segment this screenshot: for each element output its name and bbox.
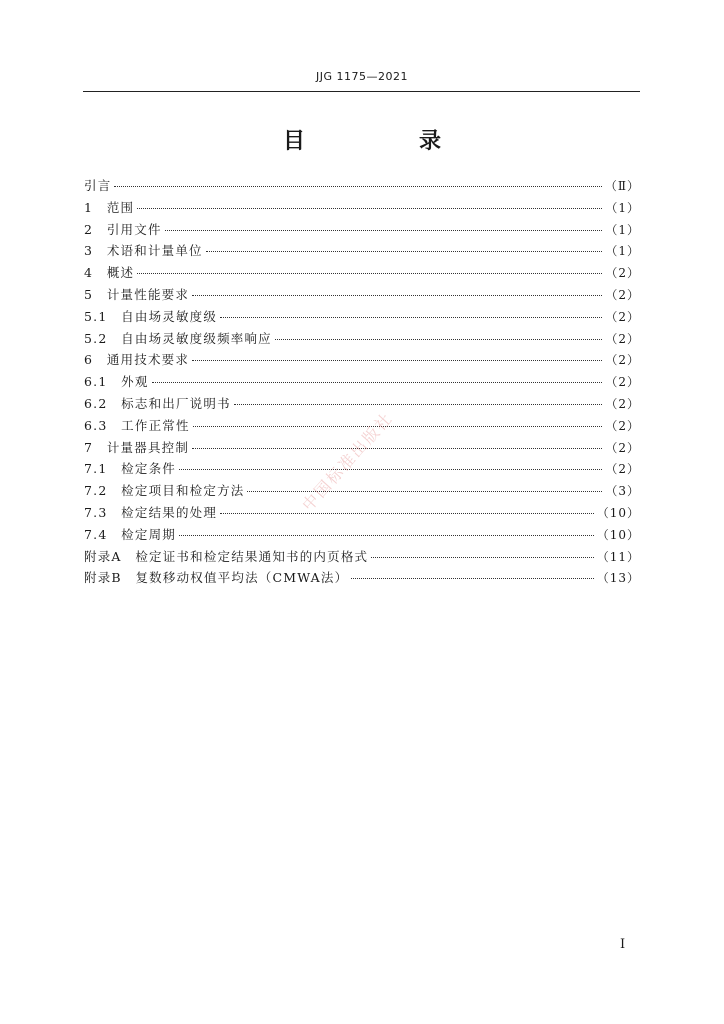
page-title: 目 录 [282, 129, 487, 154]
toc-entry-page: （10） [596, 527, 640, 542]
toc-entry[interactable] [84, 176, 640, 198]
toc-entry-page: （13） [596, 571, 640, 586]
toc-entry[interactable] [84, 525, 640, 547]
toc-leader-dots [220, 316, 602, 318]
toc-leader-dots [234, 403, 603, 405]
toc-entry-label: 5.1 自由场灵敏度级 [84, 308, 218, 324]
toc-entry[interactable] [84, 503, 640, 525]
toc-entry[interactable] [84, 329, 640, 351]
toc-leader-dots [247, 490, 602, 492]
toc-entry-page: （2） [605, 396, 640, 411]
toc-entry-page: （2） [605, 266, 640, 281]
toc-entry-page: （10） [596, 505, 640, 520]
toc-entry-label: 4 概述 [84, 265, 135, 281]
toc-entry-page: （2） [605, 353, 640, 368]
toc-leader-dots [137, 272, 602, 274]
publisher-watermark: 中国标准出版社 [298, 408, 397, 515]
toc-leader-dots [179, 468, 602, 470]
toc-entry-label: 6 通用技术要求 [84, 352, 190, 368]
toc-entry[interactable] [84, 263, 640, 285]
toc-entry[interactable] [84, 481, 640, 503]
toc-entry[interactable] [84, 372, 640, 394]
toc-leader-dots [179, 534, 594, 536]
toc-entry-label: 7.1 检定条件 [84, 461, 176, 477]
toc-entry-page: （2） [605, 440, 640, 455]
toc-entry-page: （2） [605, 462, 640, 477]
toc-leader-dots [152, 381, 603, 383]
toc-entry-page: （2） [605, 287, 640, 302]
toc-entry-page: （1） [605, 244, 640, 259]
toc-entry-label: 1 范围 [84, 199, 135, 215]
page-number: Ⅰ [620, 937, 626, 952]
toc-entry-page: （2） [605, 309, 640, 324]
toc-entry-label: 3 术语和计量单位 [84, 243, 203, 259]
toc-leader-dots [275, 338, 602, 340]
toc-entry[interactable] [84, 285, 640, 307]
toc-leader-dots [371, 556, 593, 558]
toc-entry-label: 2 引用文件 [84, 221, 162, 237]
toc-leader-dots [192, 294, 602, 296]
toc-entry[interactable] [84, 220, 640, 242]
toc-leader-dots [165, 229, 603, 231]
toc-leader-dots [137, 207, 602, 209]
toc-entry-page: （2） [605, 375, 640, 390]
toc-entry-label: 5.2 自由场灵敏度级频率响应 [84, 330, 272, 346]
toc-entry-label: 6.1 外观 [84, 374, 149, 390]
toc-entry-page: （Ⅱ） [604, 179, 640, 193]
toc-entry[interactable] [84, 394, 640, 416]
toc-entry-page: （2） [605, 418, 640, 433]
toc-entry-label: 7 计量器具控制 [84, 439, 190, 455]
toc-leader-dots [220, 512, 594, 514]
toc-entry[interactable] [84, 241, 640, 263]
toc-leader-dots [193, 425, 603, 427]
toc-entry-page: （3） [605, 484, 640, 499]
toc-entry[interactable] [84, 198, 640, 220]
toc-entry[interactable] [84, 307, 640, 329]
toc-entry-label: 5 计量性能要求 [84, 286, 190, 302]
toc-entry[interactable] [84, 568, 640, 590]
document-code: JJG 1175—2021 [316, 70, 408, 83]
toc-entry-label: 附录A 检定证书和检定结果通知书的内页格式 [84, 548, 369, 564]
toc-entry-page: （2） [605, 331, 640, 346]
toc-leader-dots [114, 185, 601, 187]
toc-entry[interactable] [84, 350, 640, 372]
toc-entry[interactable] [84, 547, 640, 569]
toc-leader-dots [351, 577, 593, 579]
toc-entry-label: 7.4 检定周期 [84, 526, 176, 542]
toc-leader-dots [206, 250, 603, 252]
toc-entry-label: 7.3 检定结果的处理 [84, 504, 218, 520]
toc-entry-page: （11） [596, 549, 640, 564]
toc-entry-label: 引言 [84, 178, 112, 193]
toc-entry-page: （1） [605, 222, 640, 237]
toc-entry-label: 附录B 复数移动权值平均法（CMWA法） [84, 570, 349, 586]
table-of-contents [84, 176, 640, 590]
toc-entry[interactable] [84, 459, 640, 481]
toc-entry-label: 6.3 工作正常性 [84, 417, 190, 433]
toc-leader-dots [192, 359, 602, 361]
toc-entry-page: （1） [605, 200, 640, 215]
toc-entry-label: 6.2 标志和出厂说明书 [84, 395, 231, 411]
header-divider [83, 91, 640, 92]
toc-entry-label: 7.2 检定项目和检定方法 [84, 483, 245, 499]
toc-leader-dots [192, 447, 602, 449]
